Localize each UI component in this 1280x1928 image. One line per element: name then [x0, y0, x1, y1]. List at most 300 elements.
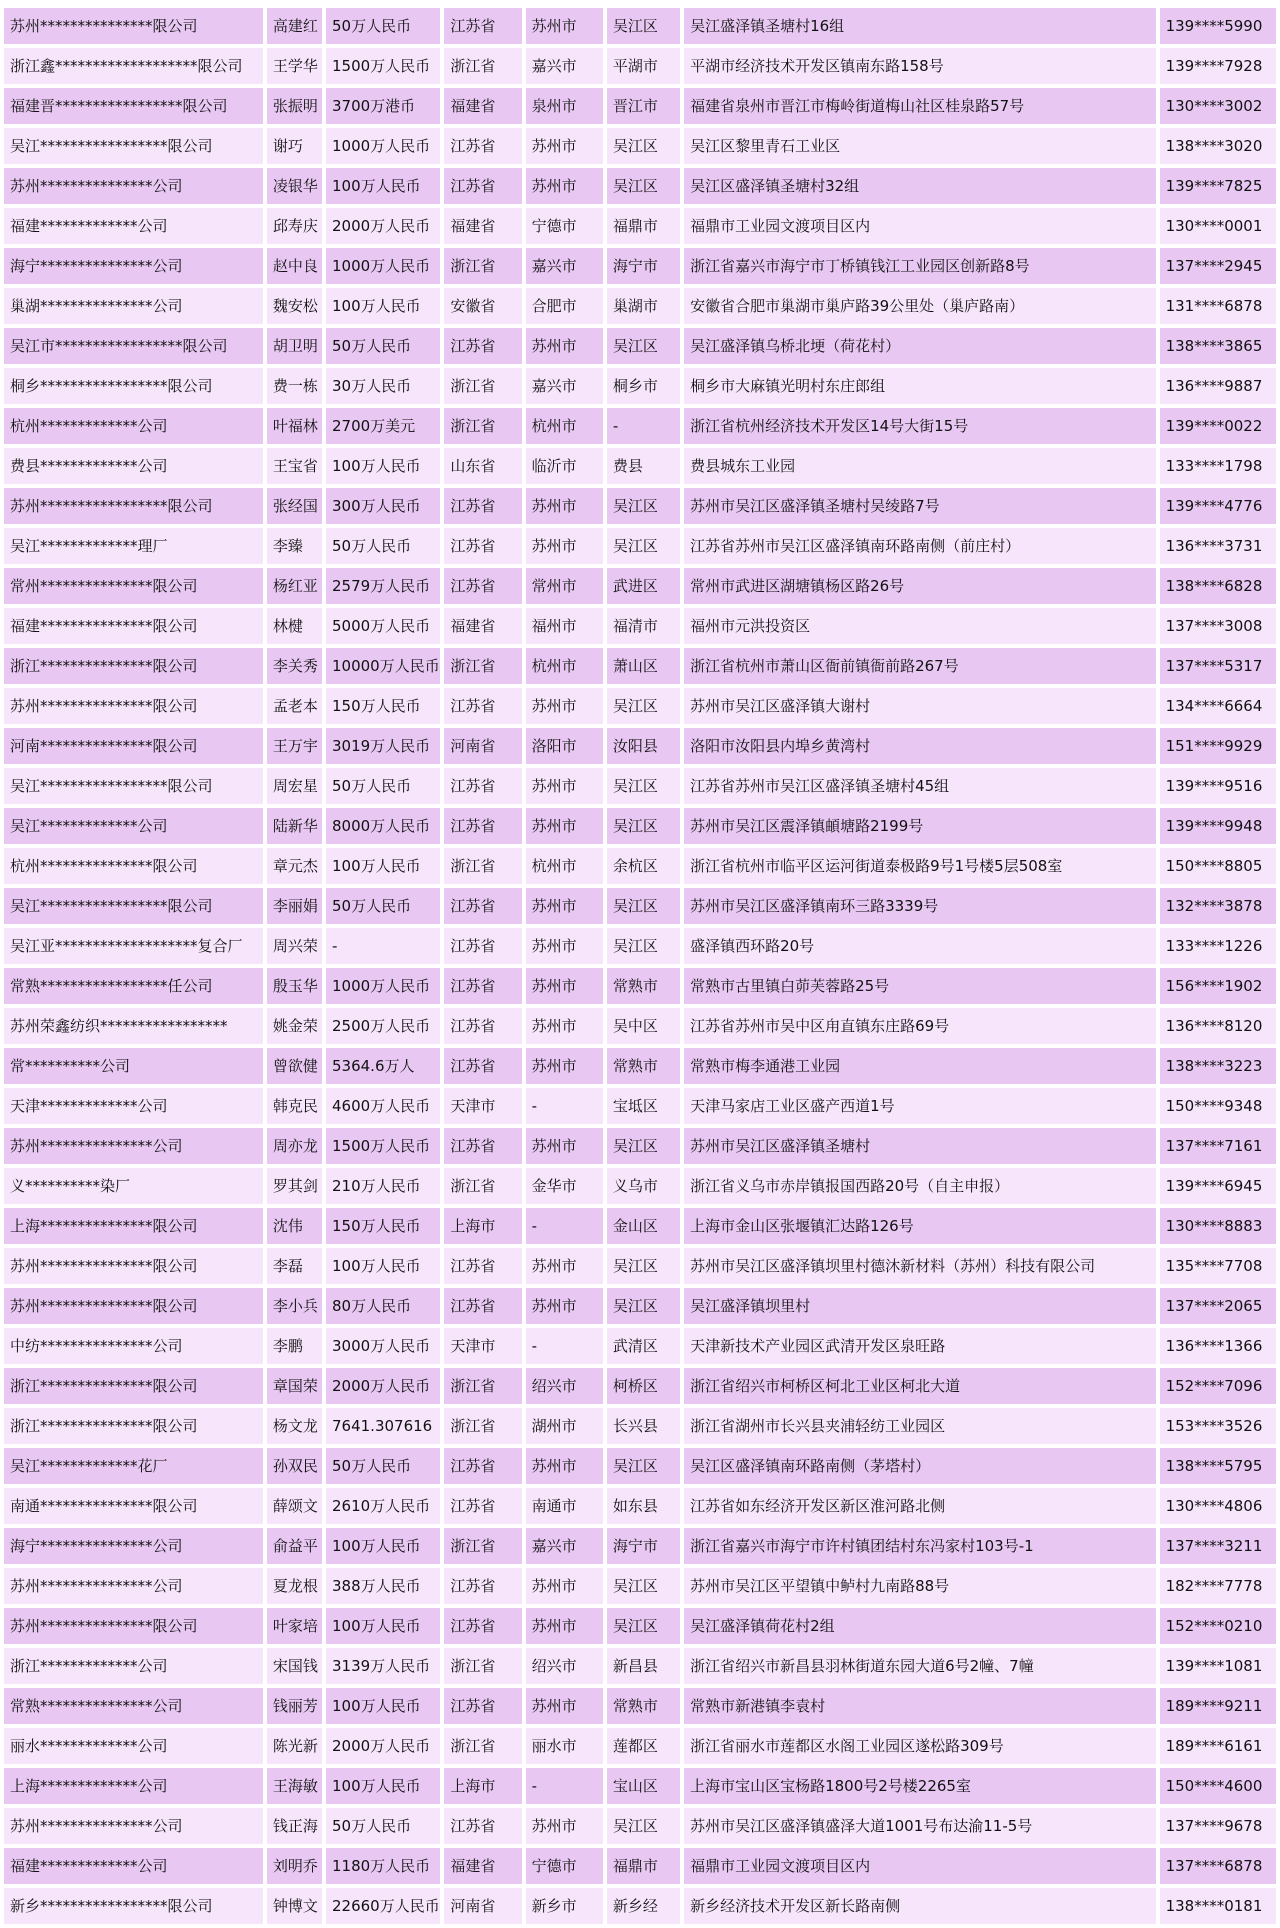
cell-city: 苏州市	[526, 128, 603, 164]
cell-city: 苏州市	[526, 808, 603, 844]
cell-contact: 章国荣	[267, 1368, 322, 1404]
table-row	[4, 1168, 1276, 1204]
cell-city: 临沂市	[526, 448, 603, 484]
cell-phone: 137****2065	[1160, 1288, 1276, 1324]
cell-contact: 刘明乔	[267, 1848, 322, 1884]
cell-phone: 189****6161	[1160, 1728, 1276, 1764]
cell-phone: 138****5795	[1160, 1448, 1276, 1484]
cell-capital: 30万人民币	[326, 368, 440, 404]
cell-address: 天津马家店工业区盛产西道1号	[684, 1088, 1156, 1124]
cell-company: 福建晋*****************限公司	[4, 88, 263, 124]
cell-contact: 费一栋	[267, 368, 322, 404]
table-row	[4, 288, 1276, 324]
cell-city: 嘉兴市	[526, 1528, 603, 1564]
cell-company: 常熟***************公司	[4, 1688, 263, 1724]
cell-city: -	[526, 1208, 603, 1244]
cell-phone: 182****7778	[1160, 1568, 1276, 1604]
cell-address: 江苏省苏州市吴中区甪直镇东庄路69号	[684, 1008, 1156, 1044]
cell-company: 吴江亚*******************复合厂	[4, 928, 263, 964]
cell-province: 浙江省	[444, 1168, 521, 1204]
table-row	[4, 8, 1276, 44]
cell-contact: 王学华	[267, 48, 322, 84]
cell-capital: 1000万人民币	[326, 128, 440, 164]
cell-address: 浙江省嘉兴市海宁市许村镇团结村东冯家村103号-1	[684, 1528, 1156, 1564]
cell-province: 天津市	[444, 1088, 521, 1124]
cell-city: -	[526, 1768, 603, 1804]
cell-address: 洛阳市汝阳县内埠乡黄湾村	[684, 728, 1156, 764]
cell-company: 浙江***************限公司	[4, 1408, 263, 1444]
cell-city: 金华市	[526, 1168, 603, 1204]
cell-address: 浙江省义乌市赤岸镇报国西路20号（自主申报）	[684, 1168, 1156, 1204]
cell-province: 福建省	[444, 208, 521, 244]
cell-address: 浙江省绍兴市柯桥区柯北工业区柯北大道	[684, 1368, 1156, 1404]
cell-address: 吴江盛泽镇圣塘村16组	[684, 8, 1156, 44]
cell-contact: 韩克民	[267, 1088, 322, 1124]
cell-district: 宝山区	[607, 1768, 680, 1804]
cell-district: 新乡经	[607, 1888, 680, 1924]
cell-city: 苏州市	[526, 8, 603, 44]
cell-contact: 林楗	[267, 608, 322, 644]
cell-city: 杭州市	[526, 848, 603, 884]
cell-phone: 137****6878	[1160, 1848, 1276, 1884]
cell-company: 吴江*************花厂	[4, 1448, 263, 1484]
cell-address: 福州市元洪投资区	[684, 608, 1156, 644]
cell-company: 桐乡*****************限公司	[4, 368, 263, 404]
cell-contact: 宋国钱	[267, 1648, 322, 1684]
cell-city: 绍兴市	[526, 1648, 603, 1684]
cell-contact: 薛颂文	[267, 1488, 322, 1524]
cell-province: 上海市	[444, 1768, 521, 1804]
cell-address: 浙江省嘉兴市海宁市丁桥镇钱江工业园区创新路8号	[684, 248, 1156, 284]
cell-address: 平湖市经济技术开发区镇南东路158号	[684, 48, 1156, 84]
cell-contact: 钟博文	[267, 1888, 322, 1924]
cell-capital: 22660万人民币	[326, 1888, 440, 1924]
cell-phone: 130****0001	[1160, 208, 1276, 244]
cell-address: 安徽省合肥市巢湖市巢庐路39公里处（巢庐路南）	[684, 288, 1156, 324]
cell-company: 杭州***************限公司	[4, 848, 263, 884]
cell-contact: 夏龙根	[267, 1568, 322, 1604]
cell-district: 晋江市	[607, 88, 680, 124]
cell-province: 江苏省	[444, 1128, 521, 1164]
cell-phone: 132****3878	[1160, 888, 1276, 924]
cell-address: 盛泽镇西环路20号	[684, 928, 1156, 964]
cell-contact: 周亦龙	[267, 1128, 322, 1164]
cell-province: 浙江省	[444, 1648, 521, 1684]
cell-district: 吴江区	[607, 488, 680, 524]
cell-capital: 2500万人民币	[326, 1008, 440, 1044]
cell-contact: 周宏星	[267, 768, 322, 804]
cell-district: 宝坻区	[607, 1088, 680, 1124]
cell-capital: 50万人民币	[326, 1448, 440, 1484]
cell-phone: 139****9516	[1160, 768, 1276, 804]
cell-city: 绍兴市	[526, 1368, 603, 1404]
cell-capital: 1000万人民币	[326, 968, 440, 1004]
cell-capital: 100万人民币	[326, 1248, 440, 1284]
cell-address: 天津新技术产业园区武清开发区泉旺路	[684, 1328, 1156, 1364]
cell-capital: 100万人民币	[326, 1768, 440, 1804]
cell-phone: 152****7096	[1160, 1368, 1276, 1404]
cell-company: 中纺***************公司	[4, 1328, 263, 1364]
cell-phone: 134****6664	[1160, 688, 1276, 724]
table-row	[4, 1888, 1276, 1924]
cell-district: 武进区	[607, 568, 680, 604]
table-row	[4, 1288, 1276, 1324]
cell-phone: 136****9887	[1160, 368, 1276, 404]
cell-company: 苏州***************限公司	[4, 1608, 263, 1644]
cell-phone: 133****1798	[1160, 448, 1276, 484]
cell-address: 新乡经济技术开发区新长路南侧	[684, 1888, 1156, 1924]
cell-district: 长兴县	[607, 1408, 680, 1444]
cell-capital: 50万人民币	[326, 8, 440, 44]
cell-contact: 周兴荣	[267, 928, 322, 964]
cell-district: 金山区	[607, 1208, 680, 1244]
cell-phone: 138****0181	[1160, 1888, 1276, 1924]
cell-phone: 139****6945	[1160, 1168, 1276, 1204]
cell-company: 南通***************限公司	[4, 1488, 263, 1524]
cell-district: 福清市	[607, 608, 680, 644]
table-row	[4, 968, 1276, 1004]
cell-city: 苏州市	[526, 768, 603, 804]
cell-company: 苏州荣鑫纺织*****************	[4, 1008, 263, 1044]
table-row	[4, 1208, 1276, 1244]
cell-district: 桐乡市	[607, 368, 680, 404]
cell-district: 吴江区	[607, 1128, 680, 1164]
cell-address: 苏州市吴江区盛泽镇圣塘村吴绫路7号	[684, 488, 1156, 524]
cell-city: 苏州市	[526, 528, 603, 564]
company-table	[0, 4, 1280, 1928]
cell-district: 莲都区	[607, 1728, 680, 1764]
table-row	[4, 1408, 1276, 1444]
cell-city: 杭州市	[526, 648, 603, 684]
cell-capital: 3019万人民币	[326, 728, 440, 764]
cell-province: 江苏省	[444, 808, 521, 844]
cell-contact: 谢巧	[267, 128, 322, 164]
cell-capital: 388万人民币	[326, 1568, 440, 1604]
cell-district: 福鼎市	[607, 208, 680, 244]
cell-district: 吴江区	[607, 808, 680, 844]
cell-capital: 50万人民币	[326, 888, 440, 924]
cell-province: 江苏省	[444, 1288, 521, 1324]
cell-capital: 100万人民币	[326, 848, 440, 884]
cell-city: 苏州市	[526, 1248, 603, 1284]
cell-capital: 8000万人民币	[326, 808, 440, 844]
cell-phone: 139****9948	[1160, 808, 1276, 844]
cell-province: 江苏省	[444, 488, 521, 524]
cell-district: 吴江区	[607, 1288, 680, 1324]
cell-address: 江苏省苏州市吴江区盛泽镇圣塘村45组	[684, 768, 1156, 804]
cell-address: 吴江区黎里青石工业区	[684, 128, 1156, 164]
cell-city: 苏州市	[526, 1008, 603, 1044]
cell-capital: 3700万港币	[326, 88, 440, 124]
cell-city: 合肥市	[526, 288, 603, 324]
cell-district: 吴江区	[607, 688, 680, 724]
cell-address: 福建省泉州市晋江市梅岭街道梅山社区桂泉路57号	[684, 88, 1156, 124]
cell-address: 苏州市吴江区平望镇中鲈村九南路88号	[684, 1568, 1156, 1604]
cell-company: 苏州***************公司	[4, 168, 263, 204]
cell-capital: 300万人民币	[326, 488, 440, 524]
cell-contact: 张经国	[267, 488, 322, 524]
cell-capital: 50万人民币	[326, 528, 440, 564]
cell-company: 苏州***************公司	[4, 1568, 263, 1604]
cell-address: 上海市宝山区宝杨路1800号2号楼2265室	[684, 1768, 1156, 1804]
cell-district: 海宁市	[607, 1528, 680, 1564]
cell-district: 吴江区	[607, 328, 680, 364]
table-row	[4, 208, 1276, 244]
table-row	[4, 408, 1276, 444]
cell-district: 海宁市	[607, 248, 680, 284]
cell-company: 福建*************公司	[4, 208, 263, 244]
table-row	[4, 848, 1276, 884]
cell-city: 新乡市	[526, 1888, 603, 1924]
cell-province: 浙江省	[444, 1528, 521, 1564]
cell-province: 浙江省	[444, 1728, 521, 1764]
cell-company: 吴江*****************限公司	[4, 768, 263, 804]
cell-province: 江苏省	[444, 128, 521, 164]
cell-phone: 138****6828	[1160, 568, 1276, 604]
cell-phone: 139****7825	[1160, 168, 1276, 204]
table-row	[4, 1648, 1276, 1684]
cell-city: 苏州市	[526, 888, 603, 924]
cell-company: 苏州***************公司	[4, 1808, 263, 1844]
cell-contact: 凌银华	[267, 168, 322, 204]
cell-city: 苏州市	[526, 1448, 603, 1484]
cell-district: 吴江区	[607, 8, 680, 44]
cell-province: 江苏省	[444, 528, 521, 564]
table-row	[4, 1848, 1276, 1884]
table-row	[4, 688, 1276, 724]
cell-company: 吴江*****************限公司	[4, 888, 263, 924]
cell-province: 江苏省	[444, 1248, 521, 1284]
cell-company: 浙江*************公司	[4, 1648, 263, 1684]
cell-company: 天津*************公司	[4, 1088, 263, 1124]
cell-contact: 邱寿庆	[267, 208, 322, 244]
cell-contact: 叶家培	[267, 1608, 322, 1644]
table-row	[4, 528, 1276, 564]
cell-address: 福鼎市工业园文渡项目区内	[684, 208, 1156, 244]
cell-contact: 叶福林	[267, 408, 322, 444]
cell-district: 吴中区	[607, 1008, 680, 1044]
cell-address: 福鼎市工业园文渡项目区内	[684, 1848, 1156, 1884]
cell-contact: 陆新华	[267, 808, 322, 844]
cell-district: 武清区	[607, 1328, 680, 1364]
cell-capital: 5364.6万人	[326, 1048, 440, 1084]
cell-district: 吴江区	[607, 168, 680, 204]
cell-address: 常熟市古里镇白茆芙蓉路25号	[684, 968, 1156, 1004]
cell-phone: 136****1366	[1160, 1328, 1276, 1364]
table-body	[4, 8, 1276, 1924]
table-row	[4, 1768, 1276, 1804]
cell-phone: 139****1081	[1160, 1648, 1276, 1684]
cell-company: 常**********公司	[4, 1048, 263, 1084]
cell-capital: 50万人民币	[326, 1808, 440, 1844]
cell-district: 柯桥区	[607, 1368, 680, 1404]
cell-contact: 杨文龙	[267, 1408, 322, 1444]
cell-address: 浙江省杭州经济技术开发区14号大街15号	[684, 408, 1156, 444]
cell-company: 浙江***************限公司	[4, 648, 263, 684]
cell-district: 常熟市	[607, 1048, 680, 1084]
cell-contact: 李关秀	[267, 648, 322, 684]
cell-phone: 130****8883	[1160, 1208, 1276, 1244]
table-row	[4, 768, 1276, 804]
cell-province: 江苏省	[444, 328, 521, 364]
cell-company: 浙江鑫*******************限公司	[4, 48, 263, 84]
cell-city: 丽水市	[526, 1728, 603, 1764]
cell-city: 福州市	[526, 608, 603, 644]
cell-contact: 陈光新	[267, 1728, 322, 1764]
cell-company: 常州***************限公司	[4, 568, 263, 604]
cell-address: 常熟市新港镇李袁村	[684, 1688, 1156, 1724]
cell-district: 萧山区	[607, 648, 680, 684]
table-row	[4, 1808, 1276, 1844]
cell-capital: 2579万人民币	[326, 568, 440, 604]
cell-contact: 罗其剑	[267, 1168, 322, 1204]
cell-district: 吴江区	[607, 888, 680, 924]
cell-address: 常熟市梅李通港工业园	[684, 1048, 1156, 1084]
cell-capital: 2000万人民币	[326, 1368, 440, 1404]
cell-contact: 钱正海	[267, 1808, 322, 1844]
cell-province: 浙江省	[444, 48, 521, 84]
cell-city: 宁德市	[526, 1848, 603, 1884]
cell-address: 上海市金山区张堰镇汇达路126号	[684, 1208, 1156, 1244]
cell-phone: 135****7708	[1160, 1248, 1276, 1284]
cell-district: 吴江区	[607, 1568, 680, 1604]
cell-province: 江苏省	[444, 1488, 521, 1524]
cell-city: 苏州市	[526, 1688, 603, 1724]
cell-phone: 138****3223	[1160, 1048, 1276, 1084]
cell-district: 吴江区	[607, 1808, 680, 1844]
table-row	[4, 1328, 1276, 1364]
cell-district: 平湖市	[607, 48, 680, 84]
cell-capital: 50万人民币	[326, 328, 440, 364]
cell-company: 丽水*************公司	[4, 1728, 263, 1764]
cell-district: -	[607, 408, 680, 444]
cell-contact: 王万宇	[267, 728, 322, 764]
table-row	[4, 488, 1276, 524]
cell-company: 浙江***************限公司	[4, 1368, 263, 1404]
cell-address: 浙江省绍兴市新昌县羽林街道东园大道6号2幢、7幢	[684, 1648, 1156, 1684]
cell-address: 江苏省苏州市吴江区盛泽镇南环路南侧（前庄村）	[684, 528, 1156, 564]
cell-province: 江苏省	[444, 8, 521, 44]
cell-capital: 100万人民币	[326, 168, 440, 204]
cell-capital: 10000万人民币	[326, 648, 440, 684]
cell-city: 南通市	[526, 1488, 603, 1524]
cell-company: 杭州*************公司	[4, 408, 263, 444]
cell-province: 江苏省	[444, 1568, 521, 1604]
cell-phone: 137****3008	[1160, 608, 1276, 644]
cell-province: 浙江省	[444, 248, 521, 284]
cell-province: 江苏省	[444, 768, 521, 804]
cell-capital: 2700万美元	[326, 408, 440, 444]
cell-company: 苏州***************限公司	[4, 688, 263, 724]
cell-province: 安徽省	[444, 288, 521, 324]
cell-company: 上海*************公司	[4, 1768, 263, 1804]
cell-district: 吴江区	[607, 1248, 680, 1284]
cell-district: 费县	[607, 448, 680, 484]
cell-company: 费县*************公司	[4, 448, 263, 484]
cell-province: 江苏省	[444, 1608, 521, 1644]
cell-phone: 138****3865	[1160, 328, 1276, 364]
cell-district: 如东县	[607, 1488, 680, 1524]
cell-contact: 高建红	[267, 8, 322, 44]
cell-province: 浙江省	[444, 408, 521, 444]
cell-city: 苏州市	[526, 328, 603, 364]
table-row	[4, 368, 1276, 404]
cell-phone: 150****8805	[1160, 848, 1276, 884]
cell-province: 浙江省	[444, 648, 521, 684]
cell-contact: 孟老本	[267, 688, 322, 724]
cell-contact: 杨红亚	[267, 568, 322, 604]
table-row	[4, 808, 1276, 844]
cell-province: 江苏省	[444, 1448, 521, 1484]
cell-capital: 1180万人民币	[326, 1848, 440, 1884]
table-row	[4, 1088, 1276, 1124]
cell-contact: 李小兵	[267, 1288, 322, 1324]
cell-address: 吴江盛泽镇乌桥北埂（荷花村）	[684, 328, 1156, 364]
cell-contact: 李鹏	[267, 1328, 322, 1364]
cell-capital: -	[326, 928, 440, 964]
table-row	[4, 1608, 1276, 1644]
cell-city: 苏州市	[526, 688, 603, 724]
cell-district: 吴江区	[607, 1448, 680, 1484]
cell-phone: 138****3020	[1160, 128, 1276, 164]
cell-address: 浙江省杭州市临平区运河街道泰极路9号1号楼5层508室	[684, 848, 1156, 884]
cell-address: 苏州市吴江区盛泽镇坝里村德沐新材料（苏州）科技有限公司	[684, 1248, 1156, 1284]
table-row	[4, 1728, 1276, 1764]
table-row	[4, 1568, 1276, 1604]
cell-province: 浙江省	[444, 368, 521, 404]
cell-phone: 136****8120	[1160, 1008, 1276, 1044]
cell-city: 苏州市	[526, 968, 603, 1004]
cell-province: 江苏省	[444, 928, 521, 964]
cell-capital: 1500万人民币	[326, 48, 440, 84]
cell-district: 吴江区	[607, 928, 680, 964]
table-row	[4, 1528, 1276, 1564]
cell-city: 苏州市	[526, 1608, 603, 1644]
cell-city: 苏州市	[526, 1568, 603, 1604]
cell-district: 巢湖市	[607, 288, 680, 324]
table-row	[4, 728, 1276, 764]
cell-phone: 152****0210	[1160, 1608, 1276, 1644]
cell-province: 福建省	[444, 88, 521, 124]
cell-province: 江苏省	[444, 1008, 521, 1044]
cell-company: 福建*************公司	[4, 1848, 263, 1884]
cell-phone: 130****4806	[1160, 1488, 1276, 1524]
cell-district: 余杭区	[607, 848, 680, 884]
cell-address: 浙江省湖州市长兴县夹浦轻纺工业园区	[684, 1408, 1156, 1444]
cell-capital: 2000万人民币	[326, 1728, 440, 1764]
table-row	[4, 888, 1276, 924]
cell-capital: 1000万人民币	[326, 248, 440, 284]
cell-contact: 李臻	[267, 528, 322, 564]
cell-capital: 210万人民币	[326, 1168, 440, 1204]
cell-capital: 50万人民币	[326, 768, 440, 804]
cell-district: 新昌县	[607, 1648, 680, 1684]
cell-district: 福鼎市	[607, 1848, 680, 1884]
cell-city: 苏州市	[526, 488, 603, 524]
cell-company: 苏州***************限公司	[4, 1248, 263, 1284]
cell-city: 嘉兴市	[526, 368, 603, 404]
cell-city: 杭州市	[526, 408, 603, 444]
cell-address: 苏州市吴江区震泽镇頔塘路2199号	[684, 808, 1156, 844]
cell-address: 苏州市吴江区盛泽镇盛泽大道1001号布达渝11-5号	[684, 1808, 1156, 1844]
table-row	[4, 1128, 1276, 1164]
cell-address: 苏州市吴江区盛泽镇南环三路3339号	[684, 888, 1156, 924]
cell-capital: 100万人民币	[326, 1528, 440, 1564]
cell-phone: 139****5990	[1160, 8, 1276, 44]
cell-city: 嘉兴市	[526, 48, 603, 84]
cell-city: -	[526, 1088, 603, 1124]
cell-capital: 2000万人民币	[326, 208, 440, 244]
